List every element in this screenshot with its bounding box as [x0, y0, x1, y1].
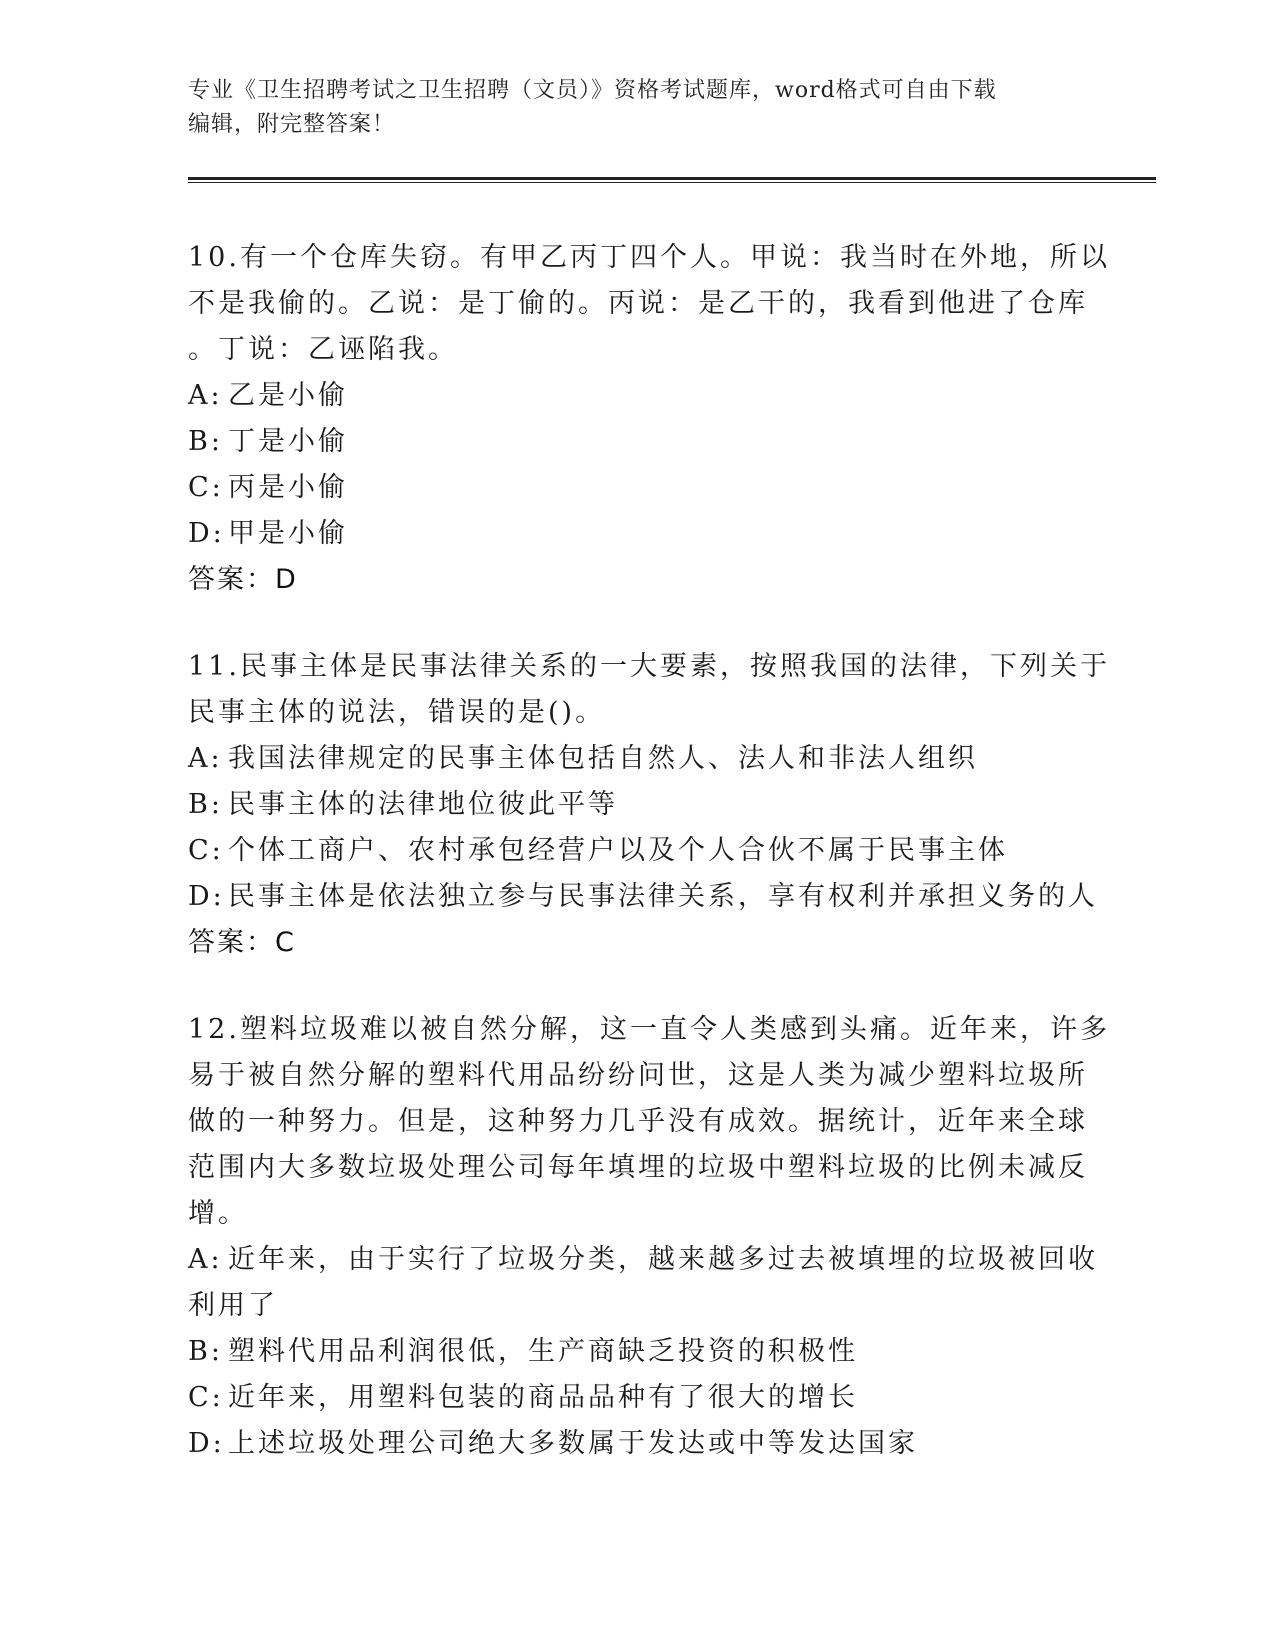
header-divider-thin: [188, 182, 1156, 183]
question-text-line: 。丁说：乙诬陷我。: [188, 334, 458, 365]
option-b: [188, 419, 1088, 465]
option-label: C:: [188, 1382, 224, 1413]
option-label: B:: [188, 1336, 223, 1367]
option-c: [188, 1375, 1088, 1421]
option-label: B:: [188, 789, 223, 820]
option-label: D:: [188, 881, 225, 912]
option-label: A:: [188, 380, 223, 411]
question-text-line: 范围内大多数垃圾处理公司每年填埋的垃圾中塑料垃圾的比例未减反: [188, 1152, 1088, 1183]
header-divider-thick: [188, 177, 1156, 180]
question-text-line: 11.民事主体是民事法律关系的一大要素，按照我国的法律，下列关于: [188, 651, 1110, 682]
option-a-continued: 利用了: [188, 1290, 278, 1321]
option-label: C:: [188, 835, 224, 866]
question-text-line: 民事主体的说法，错误的是()。: [188, 697, 606, 728]
option-text: 近年来，由于实行了垃圾分类，越来越多过去被填埋的垃圾被回收: [228, 1244, 1098, 1275]
option-text: 我国法律规定的民事主体包括自然人、法人和非法人组织: [228, 743, 978, 774]
question-list: [188, 235, 1110, 1508]
header-line-1: 专业《卫生招聘考试之卫生招聘（文员）》资格考试题库，word格式可自由下载: [188, 78, 997, 103]
option-label: D:: [188, 518, 225, 549]
option-d: [188, 1421, 1088, 1467]
option-text: 丙是小偷: [228, 472, 348, 503]
option-b: [188, 782, 1088, 828]
document-header: [188, 74, 1068, 142]
answer-text: 答案：D: [188, 564, 298, 595]
question-text-line: 增。: [188, 1198, 248, 1229]
question-12: [188, 1007, 1110, 1467]
option-label: C:: [188, 472, 224, 503]
option-label: B:: [188, 426, 223, 457]
option-a: [188, 736, 1088, 782]
option-label: D:: [188, 1428, 225, 1459]
option-b: [188, 1329, 1088, 1375]
option-d: [188, 511, 1088, 557]
option-text: 民事主体的法律地位彼此平等: [228, 789, 618, 820]
option-label: A:: [188, 1244, 223, 1275]
option-c: [188, 465, 1088, 511]
option-text: 个体工商户、农村承包经营户以及个人合伙不属于民事主体: [228, 835, 1008, 866]
question-text-line: 做的一种努力。但是，这种努力几乎没有成效。据统计，近年来全球: [188, 1106, 1088, 1137]
option-c: [188, 828, 1088, 874]
option-d: [188, 874, 1098, 920]
option-text: 丁是小偷: [228, 426, 348, 457]
question-11: [188, 644, 1110, 966]
option-label: A:: [188, 743, 223, 774]
option-text: 民事主体是依法独立参与民事法律关系，享有权利并承担义务的人: [228, 881, 1098, 912]
option-text: 塑料代用品利润很低，生产商缺乏投资的积极性: [228, 1336, 858, 1367]
header-line-2: 编辑，附完整答案！: [188, 112, 396, 137]
option-text: 近年来，用塑料包装的商品品种有了很大的增长: [228, 1382, 858, 1413]
question-text-line: 不是我偷的。乙说：是丁偷的。丙说：是乙干的，我看到他进了仓库: [188, 288, 1088, 319]
question-text-line: 易于被自然分解的塑料代用品纷纷问世，这是人类为减少塑料垃圾所: [188, 1060, 1088, 1091]
option-a: [188, 1237, 1098, 1283]
option-text: 乙是小偷: [228, 380, 348, 411]
option-text: 甲是小偷: [228, 518, 348, 549]
question-text-line: 10.有一个仓库失窃。有甲乙丙丁四个人。甲说：我当时在外地，所以: [188, 242, 1110, 273]
option-text: 上述垃圾处理公司绝大多数属于发达或中等发达国家: [228, 1428, 918, 1459]
answer-text: 答案：C: [188, 927, 296, 958]
option-a: [188, 373, 1088, 419]
question-10: [188, 235, 1110, 603]
question-text-line: 12.塑料垃圾难以被自然分解，这一直令人类感到头痛。近年来，许多: [188, 1014, 1110, 1045]
